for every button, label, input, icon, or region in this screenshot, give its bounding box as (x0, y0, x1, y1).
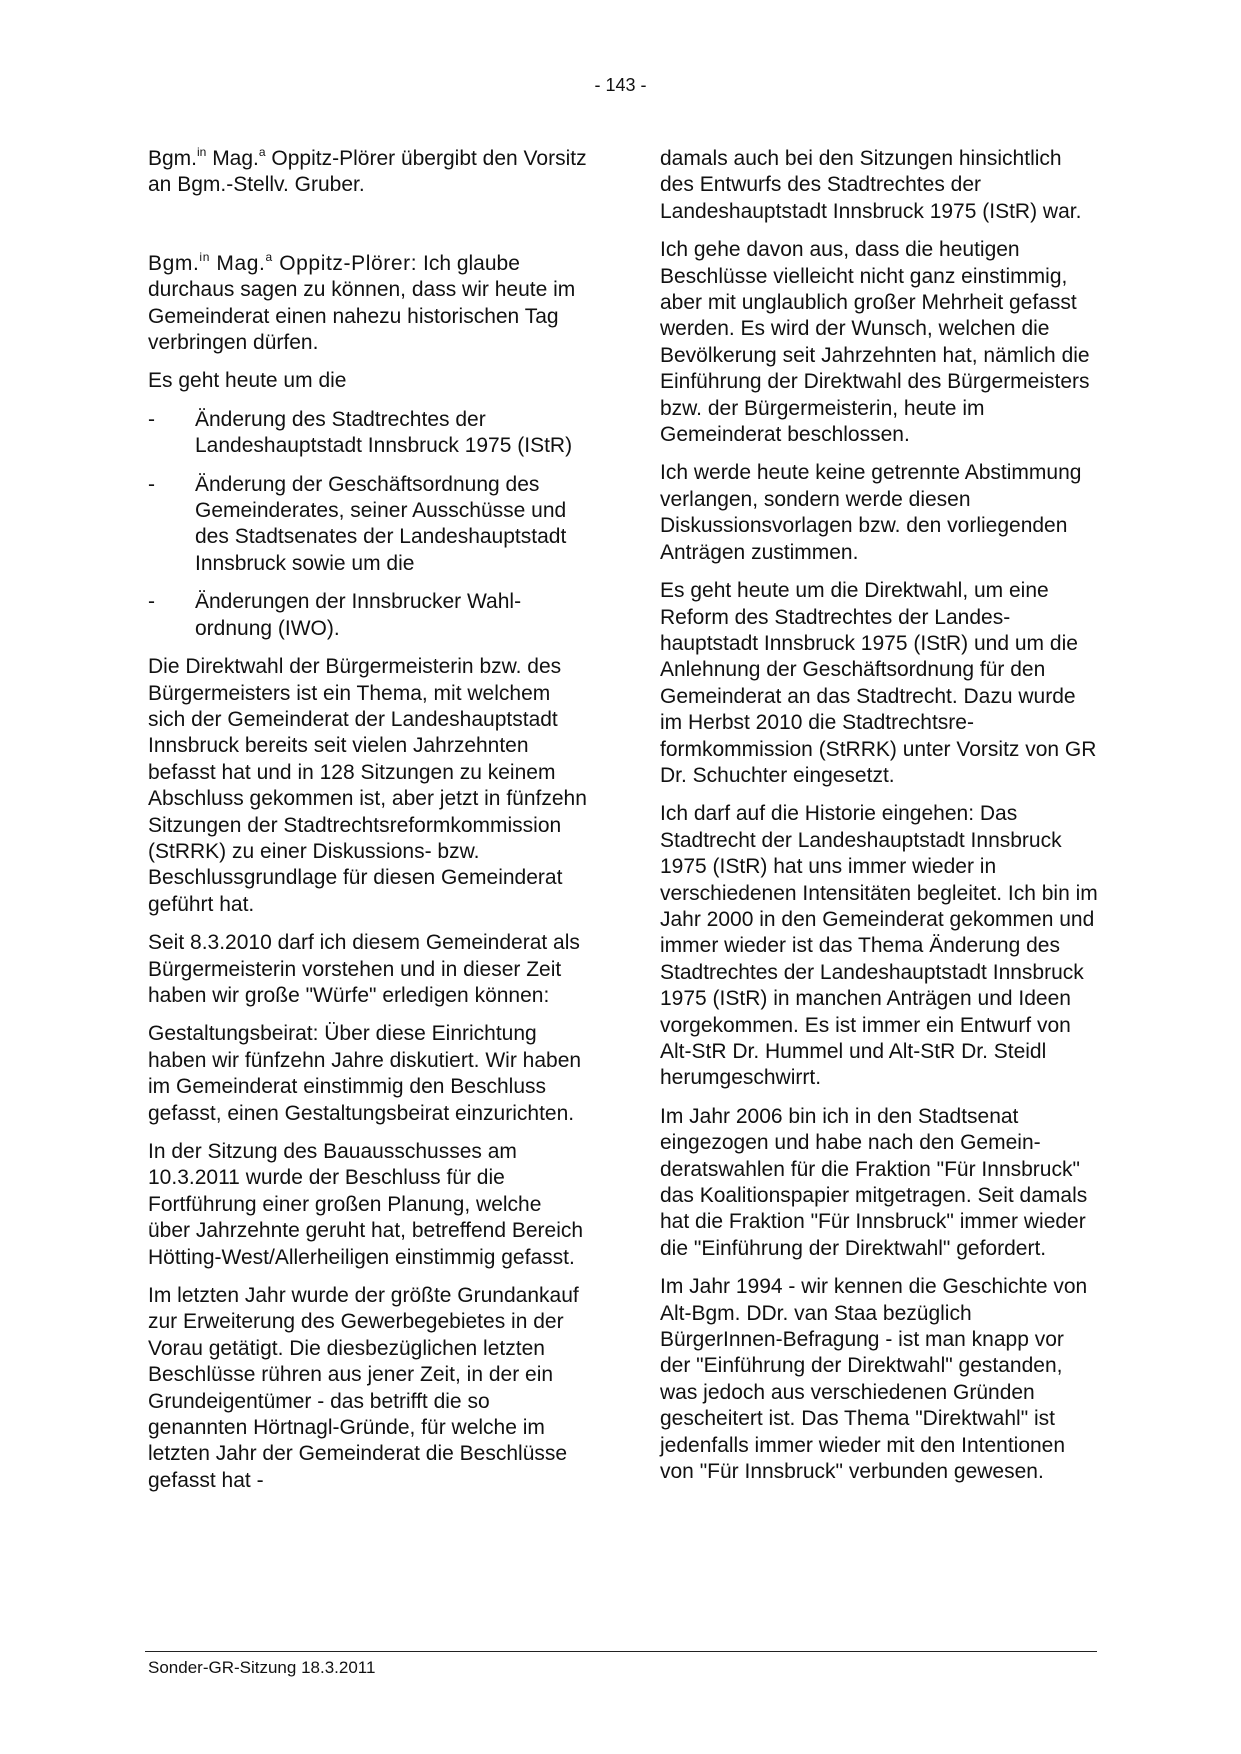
list-item-text: Änderung des Stadtrechtes der Landeshauptstadt Innsbruck 1975 (IStR) (195, 407, 573, 458)
paragraph: Die Direktwahl der Bürgermeisterin bzw. des Bürgermeisters ist ein Thema, mit welchem sich der Gemeinderat der Landeshauptstadt Innsbruck bereits seit vielen Jahrzehnten befasst hat und in 128 Sitzungen zu keinem Abschluss gekommen ist, aber jetzt in fünfzehn Sitzungen der Stadtrechtsreformkommission (StRRK) zu einer Diskussions- bzw. Beschlussgrundlage für diesen Gemeinderat geführt hat. (148, 655, 587, 916)
left-column (148, 146, 588, 1506)
paragraph: Es geht heute um die Direktwahl, um eine Reform des Stadtrechtes der Landeshauptstadt Innsbruck 1975 (IStR) und um die Anlehnung der Geschäftsordnung für den Gemeinderat an das Stadtrecht. Dazu wurde im Herbst 2010 die Stadtrechtsreformkommission (StRRK) unter Vorsitz von GR Dr. Schuchter eingesetzt. (660, 579, 1097, 787)
agenda-list (148, 407, 588, 642)
superscript: in (199, 249, 210, 264)
list-dash: - (148, 407, 155, 431)
paragraph: Seit 8.3.2010 darf ich diesem Gemeinderat als Bürgermeisterin vorstehen und in dieser Zeit haben wir große "Würfe" erledigen können: (148, 931, 580, 1007)
paragraph-speech-opening (148, 251, 588, 357)
paragraph: Ich gehe davon aus, dass die heutigen Beschlüsse vielleicht nicht ganz einstimmig, aber mit unglaublich großer Mehrheit gefasst werden. Es wird der Wunsch, welchen die Bevölkerung seit Jahrzehnten hat, nämlich die Einführung der Direktwahl des Bürgermeisters bzw. der Bürgermeisterin, heute im Gemeinderat beschlossen. (660, 238, 1090, 447)
right-column (660, 146, 1100, 1498)
superscript: a (265, 249, 273, 264)
paragraph: Im letzten Jahr wurde der größte Grundankauf zur Erweiterung des Gewerbegebietes in der Vorau getätigt. Die diesbezüglichen letzten Beschlüsse rühren aus jener Zeit, in der ein Grundeigentümer - das betrifft die so genannten Hörtnagl-Gründe, für welche im letzten Jahr der Gemeinderat die Beschlüsse gefasst hat - (148, 1284, 579, 1492)
list-item (148, 472, 588, 578)
footer-session-label: Sonder-GR-Sitzung 18.3.2011 (148, 1658, 376, 1677)
list-item (148, 589, 588, 642)
paragraph: Im Jahr 1994 - wir kennen die Geschichte von Alt-Bgm. DDr. van Staa bezüglich BürgerInnen-Befragung - ist man knapp vor der "Einführung der Direktwahl" gestanden, was jedoch aus verschiedenen Gründen gescheitert ist. Das Thema "Direktwahl" ist jedenfalls immer wieder mit den Intentionen von "Für Innsbruck" verbunden gewesen. (660, 1275, 1088, 1484)
superscript: in (197, 145, 207, 159)
paragraph-chair-handover (148, 146, 588, 199)
paragraph: Im Jahr 2006 bin ich in den Stadtsenat eingezogen und habe nach den Gemeinderatswahlen für die Fraktion "Für Innsbruck" das Koalitionspapier mitgetragen. Seit damals hat die Fraktion "Für Innsbruck" immer wieder die "Einführung der Direktwahl" gefordert. (660, 1104, 1088, 1260)
list-dash: - (148, 590, 155, 614)
paragraph: Es geht heute um die (148, 369, 347, 393)
text-run: Oppitz-Plörer: (272, 251, 418, 275)
text-run: Bgm. (148, 251, 200, 275)
superscript: a (258, 145, 266, 159)
text-run: Bgm. (148, 147, 198, 170)
paragraph: Ich darf auf die Historie eingehen: Das Stadtrecht der Landeshauptstadt Innsbruck 1975 (IStR) hat uns immer wieder in verschiedenen Intensitäten begleitet. Ich bin im Jahr 2000 in den Gemeinderat gekommen und immer wieder ist das Thema Änderung des Stadtrechtes der Landeshauptstadt Innsbruck 1975 (IStR) in manchen Anträgen und Ideen vorgekommen. Es ist immer ein Entwurf von Alt-StR Dr. Hummel und Alt-StR Dr. Steidl herumgeschwirrt. (660, 802, 1098, 1090)
list-item (148, 407, 588, 460)
paragraph: Gestaltungsbeirat: Über diese Einrichtung haben wir fünfzehn Jahre diskutiert. Wir haben im Gemeinderat einstimmig den Beschluss gefasst, einen Gestaltungsbeirat einzurichten. (148, 1022, 582, 1125)
paragraph: damals auch bei den Sitzungen hinsichtlich des Entwurfs des Stadtrechtes der Landeshauptstadt Innsbruck 1975 (IStR) war. (660, 147, 1082, 223)
list-item-text: Änderung der Geschäftsordnung des Gemeinderates, seiner Ausschüsse und des Stadtsenates der Landeshauptstadt Innsbruck sowie um die (195, 472, 567, 575)
text-run: Ich glaube durchaus sagen zu können, dass wir heute im Gemeinderat einen nahezu historischen Tag verbringen dürfen. (148, 251, 576, 355)
paragraph: In der Sitzung des Bauausschusses am 10.3.2011 wurde der Beschluss für die Fortführung einer großen Planung, welche über Jahrzehnte geruht hat, betreffend Bereich Hötting-West/Allerheiligen einstimmig gefasst. (148, 1140, 584, 1269)
text-run: Mag. (206, 147, 259, 170)
text-run: Oppitz-Plörer übergibt den Vorsitz an Bgm.-Stellv. Gruber. (148, 147, 587, 197)
list-dash: - (148, 472, 155, 496)
page-number: - 143 - (594, 75, 647, 95)
list-item-text: Änderungen der Innsbrucker Wahlordnung (IWO). (195, 590, 522, 640)
speaker-name (148, 249, 418, 275)
footer-divider (145, 1651, 1097, 1652)
paragraph: Ich werde heute keine getrennte Abstimmung verlangen, sondern werde diesen Diskussionsvorlagen bzw. den vorliegenden Anträgen zustimmen. (660, 461, 1082, 564)
text-run: Mag. (209, 251, 266, 275)
